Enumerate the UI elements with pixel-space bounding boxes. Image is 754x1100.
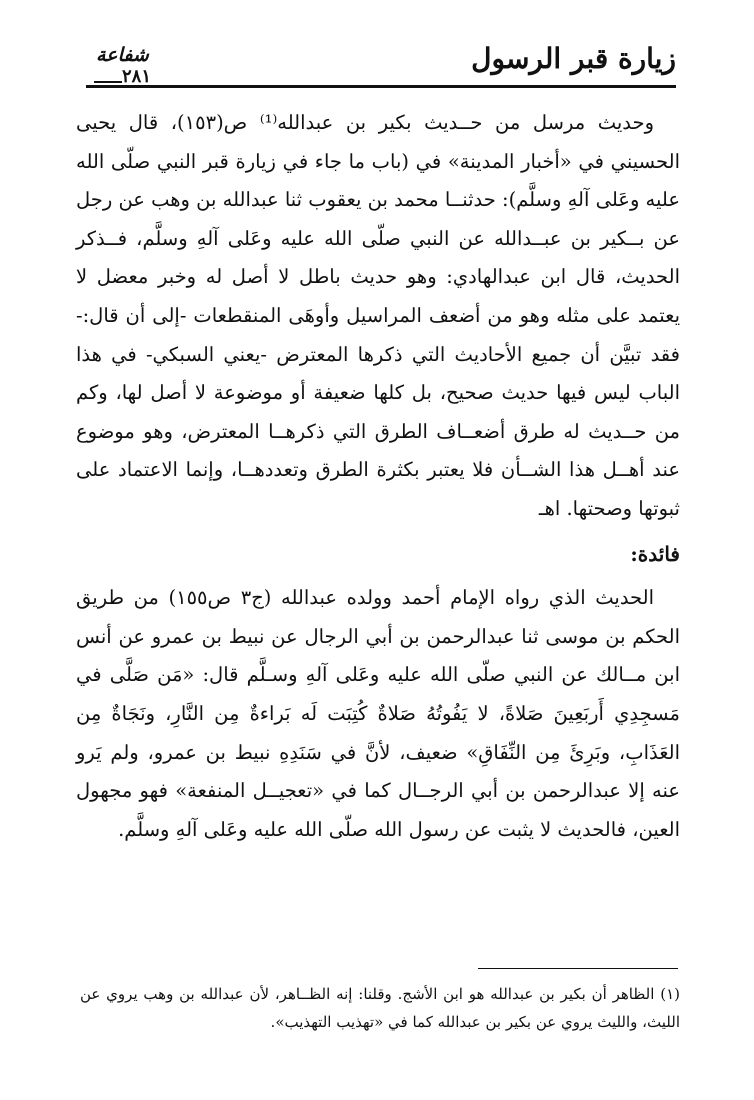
running-title: زيارة قبر الرسول xyxy=(471,42,676,75)
footnotes xyxy=(80,980,680,1036)
paragraph: الحديث الذي رواه الإمام أحمد وولده عبدالله (ج٣ ص١٥٥) من طريق الحكم بن موسى ثنا عبدالرحمن بن أبي الرجال عن نبيط بن عمرو عن أنس ابن مــالك عن النبي صلّى الله عليه وعَلى آلهِ وسـلَّم قال: «مَن صَلَّى في مَسجِدِي أَربَعِينَ صَلاةً، لا يَفُوتُهُ صَلاةٌ كُتِبَت لَه بَراءةٌ مِن النَّارِ، ونَجَاةٌ مِن العَذَابِ، وبَرِئَ مِن النِّفَاقِ» ضعيف، لأنَّ في سَنَدِهِ نبيط بن عمرو، ولم يَرو عنه إلا عبدالرحمن بن أبي الرجــال كما في «تعجيــل المنفعة» فهو مجهول العين، فالحديث لا يثبت عن رسول الله صلّى الله عليه وعَلى آلهِ وسلَّم. xyxy=(76,586,680,841)
footnote: (١) الظاهر أن بكير بن عبدالله هو ابن الأشج. وقلنا: إنه الظــاهر، لأن عبدالله بن وهب يروي عن الليث، والليث يروي عن بكير بن عبدالله كما في «تهذيب التهذيب». xyxy=(80,985,680,1031)
footnote-divider xyxy=(478,968,678,969)
book-mark: شفاعة xyxy=(96,44,149,66)
section-heading: فائدة: xyxy=(630,541,680,566)
paragraph: وحديث مرسل من حــديث بكير بن عبدالله⁽¹⁾ ص(١٥٣)، قال يحيى الحسيني في «أخبار المدينة» في (باب ما جاء في زيارة قبر النبي صلّى الله عليه وعَلى آلهِ وسلَّم): حدثنــا محمد بن يعقوب ثنا عبدالله بن وهب عن رجل عن بــكير بن عبــدالله عن النبي صلّى الله عليه وعَلى آلهِ وسلَّم، فــذكر الحديث، قال ابن عبدالهادي: وهو حديث باطل لا أصل له وخبر معضل لا يعتمد على مثله وهو من أضعف المراسيل وأوهَى المنقطعات -إلى أن قال:- فقد تبيَّن أن جميع الأحاديث التي ذكرها المعترض -يعني السبكي- في هذا الباب ليس فيها حديث صحيح، بل كلها ضعيفة أو موضوعة لا أصل لها، وكم من حــديث له طرق أضعــاف الطرق التي ذكرهــا المعترض، وهو موضوع عند أهــل هذا الشــأن فلا يعتبر بكثرة الطرق وتعددهــا، وإنما الاعتماد على ثبوتها وصحتها. اهـ xyxy=(76,111,680,520)
header-rule xyxy=(86,85,676,88)
header-rule-accent xyxy=(94,81,122,83)
main-text xyxy=(76,104,680,849)
page-number: ٢٨١ xyxy=(122,66,152,87)
page-header xyxy=(86,42,676,88)
